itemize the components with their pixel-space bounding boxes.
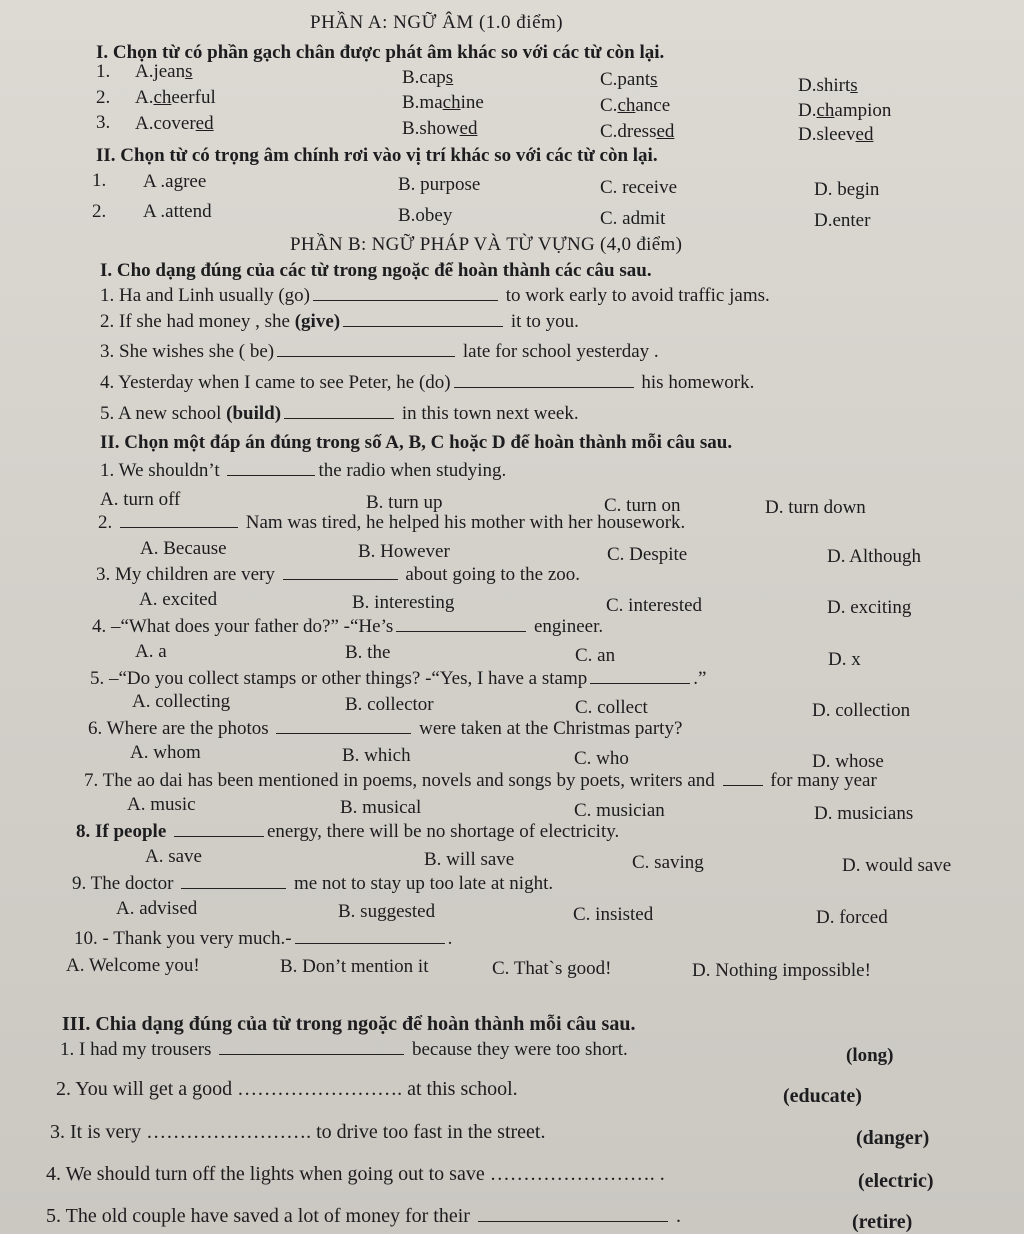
mc-8-c: C. saving — [632, 852, 704, 873]
mc-10-a: A. Welcome you! — [66, 955, 200, 976]
mc-7-c: C. musician — [574, 800, 665, 821]
option-d: D.enter — [814, 210, 871, 231]
q-num: 3. — [96, 112, 111, 133]
q-num: 2. — [96, 87, 111, 108]
option-d: D.champion — [798, 100, 892, 121]
part-b-sec3-item-5: 5. The old couple have saved a lot of money for their . — [46, 1205, 681, 1227]
option-b: B.caps — [402, 67, 454, 88]
mc-6-b: B. which — [342, 745, 411, 766]
part-b-sec1-item-3: 3. She wishes she ( be) late for school yesterday . — [100, 341, 659, 362]
mc-3-b: B. interesting — [352, 592, 455, 613]
mc-7-b: B. musical — [340, 797, 422, 818]
part-b-sec3-heading: III. Chia dạng đúng của từ trong ngoặc để hoàn thành mỗi câu sau. — [62, 1013, 636, 1035]
mc-question-4: 4. –“What does your father do?” -“He’s engineer. — [92, 616, 604, 637]
part-a-sec1-heading: I. Chọn từ có phần gạch chân được phát âm khác so với các từ còn lại. — [96, 42, 665, 63]
option-c: C. receive — [600, 177, 678, 198]
option-a: A.covered — [135, 113, 214, 134]
mc-question-9: 9. The doctor me not to stay up too late at night. — [72, 873, 554, 894]
option-c: C.pants — [600, 69, 658, 90]
mc-question-10: 10. - Thank you very much.- . — [74, 928, 453, 949]
mc-2-d: D. Although — [827, 546, 921, 567]
hint-electric: (electric) — [858, 1170, 934, 1192]
part-a-title: PHẦN A: NGỮ ÂM (1.0 điểm) — [310, 12, 564, 33]
mc-5-d: D. collection — [812, 700, 911, 721]
part-b-sec1-item-5: 5. A new school (build) in this town next week. — [100, 403, 579, 424]
hint-retire: (retire) — [852, 1211, 913, 1233]
mc-question-8: 8. If people energy, there will be no shortage of electricity. — [76, 821, 620, 842]
part-a-sec2-heading: II. Chọn từ có trọng âm chính rơi vào vị trí khác so với các từ còn lại. — [96, 145, 658, 166]
q-num: 1. — [96, 61, 111, 82]
option-b: B. purpose — [398, 174, 481, 195]
part-b-sec3-item-3: 3. It is very ……………………. to drive too fast in the street. — [50, 1121, 546, 1143]
mc-10-c: C. That`s good! — [492, 958, 612, 979]
option-a: A .attend — [143, 201, 212, 222]
mc-question-6: 6. Where are the photos were taken at the Christmas party? — [88, 718, 683, 739]
mc-3-a: A. excited — [139, 589, 218, 610]
option-a: A.cheerful — [135, 87, 216, 108]
hint-danger: (danger) — [856, 1127, 930, 1149]
mc-4-c: C. an — [575, 645, 616, 666]
mc-7-d: D. musicians — [814, 803, 914, 824]
option-d: D. begin — [814, 179, 880, 200]
part-b-sec3-item-2: 2. You will get a good ……………………. at this school. — [56, 1078, 518, 1100]
mc-4-b: B. the — [345, 642, 391, 663]
mc-1-d: D. turn down — [765, 497, 866, 518]
mc-9-c: C. insisted — [573, 904, 654, 925]
mc-question-2: 2. Nam was tired, he helped his mother with her housework. — [98, 512, 686, 533]
option-a: A.jeans — [135, 61, 193, 82]
part-b-sec2-heading: II. Chọn một đáp án đúng trong số A, B, C hoặc D để hoàn thành mỗi câu sau. — [100, 432, 733, 453]
part-b-sec1-item-2: 2. If she had money , she (give) it to you. — [100, 311, 579, 332]
part-b-sec1-item-1: 1. Ha and Linh usually (go) to work early to avoid traffic jams. — [100, 285, 770, 306]
mc-1-b: B. turn up — [366, 492, 443, 513]
option-b: B.machine — [402, 92, 484, 113]
mc-9-d: D. forced — [816, 907, 888, 928]
part-b-sec3-item-1: 1. I had my trousers because they were too short. — [60, 1039, 628, 1060]
option-c: C.chance — [600, 95, 671, 116]
mc-4-d: D. x — [828, 649, 861, 670]
mc-3-d: D. exciting — [827, 597, 912, 618]
mc-question-5: 5. –“Do you collect stamps or other things? -“Yes, I have a stamp .” — [90, 668, 707, 689]
part-b-sec1-item-4: 4. Yesterday when I came to see Peter, he (do) his homework. — [100, 372, 755, 393]
mc-question-1: 1. We shouldn’t the radio when studying. — [100, 460, 507, 481]
mc-10-d: D. Nothing impossible! — [692, 960, 871, 981]
mc-5-a: A. collecting — [132, 691, 231, 712]
mc-8-b: B. will save — [424, 849, 515, 870]
mc-5-c: C. collect — [575, 697, 648, 718]
mc-1-c: C. turn on — [604, 495, 681, 516]
option-c: C. admit — [600, 208, 666, 229]
mc-10-b: B. Don’t mention it — [280, 956, 429, 977]
mc-1-a: A. turn off — [100, 489, 181, 510]
mc-question-3: 3. My children are very about going to the zoo. — [96, 564, 581, 585]
mc-4-a: A. a — [135, 641, 167, 662]
option-d: D.sleeved — [798, 124, 874, 145]
mc-2-c: C. Despite — [607, 544, 688, 565]
option-c: C.dressed — [600, 121, 675, 142]
option-b: B.showed — [402, 118, 478, 139]
mc-9-b: B. suggested — [338, 901, 436, 922]
hint-educate: (educate) — [783, 1085, 862, 1107]
mc-2-b: B. However — [358, 541, 450, 562]
mc-6-d: D. whose — [812, 751, 884, 772]
q-num: 2. — [92, 201, 107, 222]
option-a: A .agree — [143, 171, 207, 192]
part-b-sec1-heading: I. Cho dạng đúng của các từ trong ngoặc để hoàn thành các câu sau. — [100, 260, 652, 281]
mc-8-d: D. would save — [842, 855, 952, 876]
mc-5-b: B. collector — [345, 694, 434, 715]
q-num: 1. — [92, 170, 107, 191]
hint-long: (long) — [846, 1045, 894, 1066]
part-b-title: PHẦN B: NGỮ PHÁP VÀ TỪ VỰNG (4,0 điểm) — [290, 234, 683, 255]
mc-6-a: A. whom — [130, 742, 201, 763]
mc-6-c: C. who — [574, 748, 629, 769]
mc-3-c: C. interested — [606, 595, 703, 616]
mc-question-7: 7. The ao dai has been mentioned in poems, novels and songs by poets, writers and for many year — [84, 770, 877, 791]
mc-9-a: A. advised — [116, 898, 198, 919]
part-b-sec3-item-4: 4. We should turn off the lights when going out to save ……………………. . — [46, 1163, 665, 1185]
mc-7-a: A. music — [127, 794, 196, 815]
mc-8-a: A. save — [145, 846, 202, 867]
option-d: D.shirts — [798, 75, 858, 96]
option-b: B.obey — [398, 205, 453, 226]
mc-2-a: A. Because — [140, 538, 227, 559]
